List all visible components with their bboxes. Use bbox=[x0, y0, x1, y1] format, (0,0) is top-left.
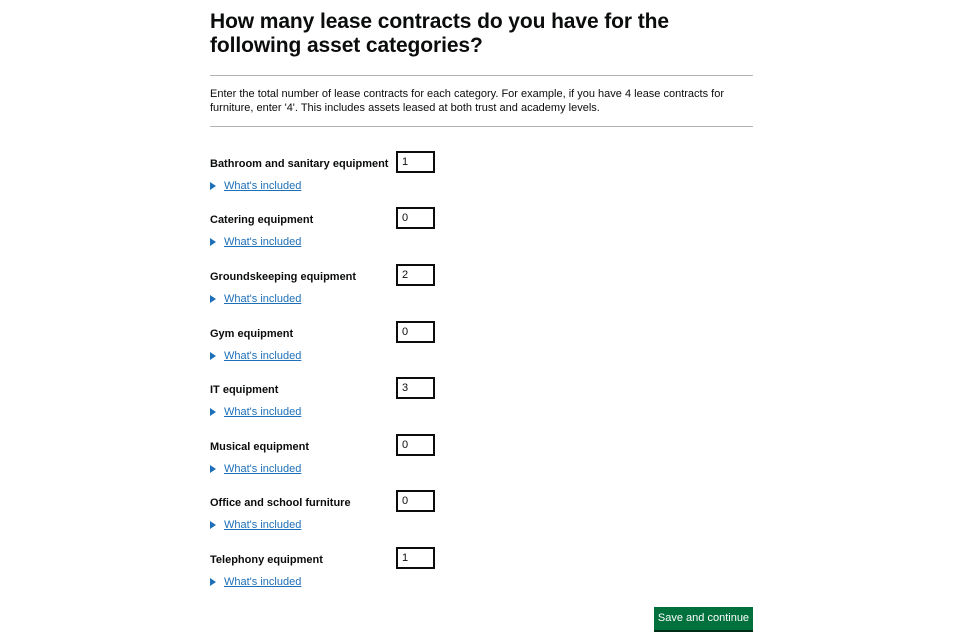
triangle-right-icon bbox=[210, 521, 216, 529]
details-toggle[interactable] bbox=[210, 292, 301, 306]
quantity-input-catering[interactable] bbox=[396, 207, 435, 229]
save-and-continue-button[interactable]: Save and continue bbox=[654, 607, 753, 630]
triangle-right-icon bbox=[210, 182, 216, 190]
details-toggle[interactable] bbox=[210, 518, 301, 532]
whats-included-link[interactable]: What's included bbox=[224, 519, 302, 531]
category-label: Groundskeeping equipment bbox=[210, 271, 357, 283]
divider-top bbox=[210, 75, 753, 76]
details-toggle[interactable] bbox=[210, 575, 301, 589]
main-content bbox=[210, 10, 753, 58]
category-row-groundskeeping bbox=[210, 270, 753, 310]
page-title: How many lease contracts do you have for the following asset categories? bbox=[210, 10, 669, 57]
category-row-telephony bbox=[210, 553, 753, 593]
quantity-input-it[interactable] bbox=[396, 377, 435, 399]
category-row-gym bbox=[210, 327, 753, 367]
quantity-input-bathroom[interactable] bbox=[396, 151, 435, 173]
category-label: Office and school furniture bbox=[210, 497, 351, 509]
quantity-input-musical[interactable] bbox=[396, 434, 435, 456]
divider-bottom bbox=[210, 126, 753, 127]
category-row-catering bbox=[210, 213, 753, 253]
quantity-input-furniture[interactable] bbox=[396, 490, 435, 512]
whats-included-link[interactable]: What's included bbox=[224, 406, 302, 418]
category-label: Telephony equipment bbox=[210, 554, 323, 566]
details-toggle[interactable] bbox=[210, 349, 301, 363]
quantity-input-gym[interactable] bbox=[396, 321, 435, 343]
category-label: Musical equipment bbox=[210, 441, 310, 453]
details-toggle[interactable] bbox=[210, 235, 301, 249]
hint-text: Enter the total number of lease contracts for each category. For example, if you have 4 lease contracts for furniture, enter '4'. This includes assets leased at both trust and academy levels. bbox=[210, 88, 725, 114]
category-row-it bbox=[210, 383, 753, 423]
whats-included-link[interactable]: What's included bbox=[224, 463, 302, 475]
details-toggle[interactable] bbox=[210, 179, 301, 193]
category-row-musical bbox=[210, 440, 753, 480]
whats-included-link[interactable]: What's included bbox=[224, 236, 302, 248]
triangle-right-icon bbox=[210, 238, 216, 246]
triangle-right-icon bbox=[210, 408, 216, 416]
category-label: Gym equipment bbox=[210, 328, 294, 340]
triangle-right-icon bbox=[210, 465, 216, 473]
quantity-input-telephony[interactable] bbox=[396, 547, 435, 569]
whats-included-link[interactable]: What's included bbox=[224, 293, 302, 305]
category-label: Catering equipment bbox=[210, 214, 314, 226]
category-row-bathroom bbox=[210, 157, 753, 197]
quantity-input-groundskeeping[interactable] bbox=[396, 264, 435, 286]
whats-included-link[interactable]: What's included bbox=[224, 350, 302, 362]
details-toggle[interactable] bbox=[210, 405, 301, 419]
triangle-right-icon bbox=[210, 352, 216, 360]
whats-included-link[interactable]: What's included bbox=[224, 180, 302, 192]
category-label: Bathroom and sanitary equipment bbox=[210, 158, 389, 170]
category-label: IT equipment bbox=[210, 384, 279, 396]
whats-included-link[interactable]: What's included bbox=[224, 576, 302, 588]
details-toggle[interactable] bbox=[210, 462, 301, 476]
triangle-right-icon bbox=[210, 295, 216, 303]
triangle-right-icon bbox=[210, 578, 216, 586]
category-row-furniture bbox=[210, 496, 753, 536]
